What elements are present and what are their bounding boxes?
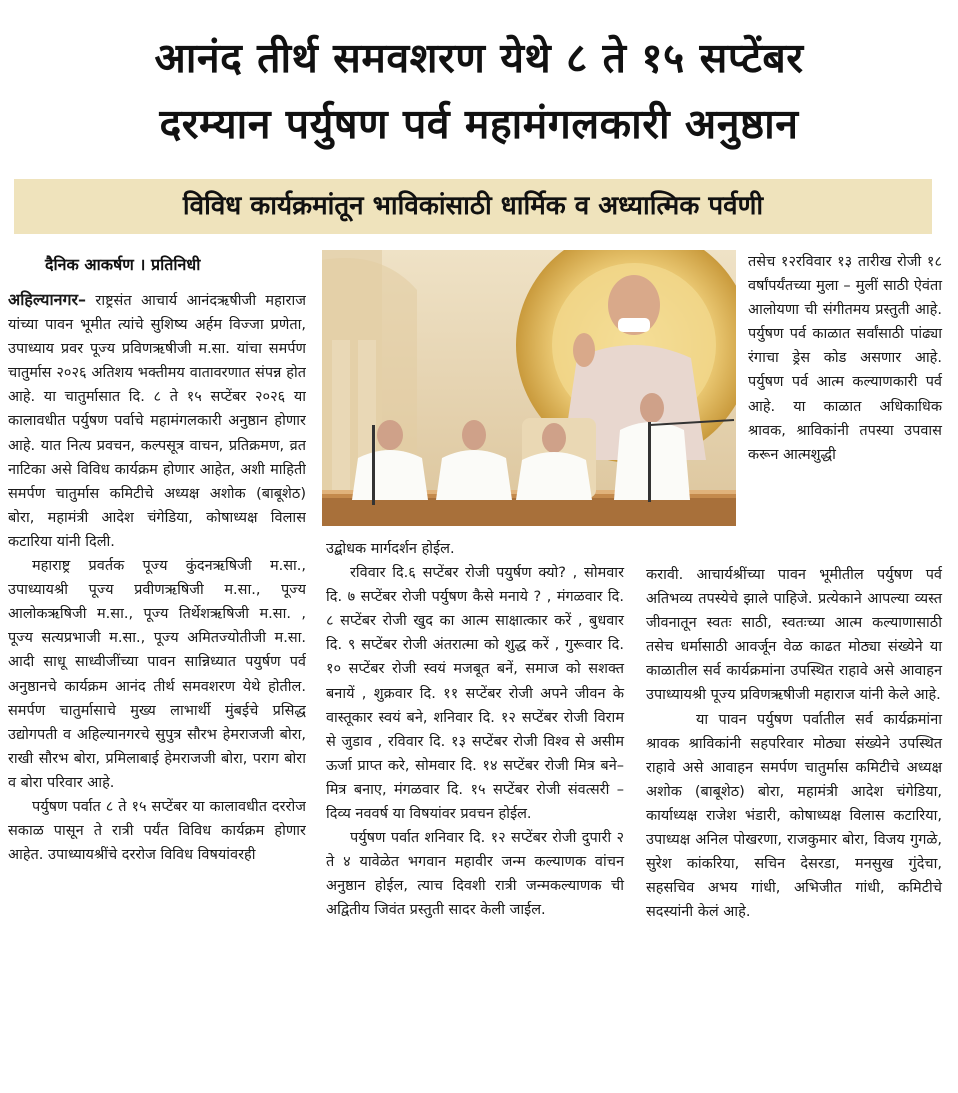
headline-line-2: दरम्यान पर्युषण पर्व महामंगलकारी अनुष्ठान bbox=[159, 100, 799, 148]
column1-paragraph-3: पर्युषण पर्वात ८ ते १५ सप्टेंबर या कालावधीत दररोज सकाळ पासून ते रात्री पर्यंत विविध कार्यक्रम होणार आहेत. उपाध्यायश्रींचे दररोज विविध विषयांवरही bbox=[8, 798, 306, 864]
column1-paragraph-1 bbox=[8, 288, 306, 554]
article-column-3-bottom bbox=[646, 563, 942, 924]
column1-paragraph-1-text: राष्ट्रसंत आचार्य आनंदऋषीजी महाराज यांच्या पावन भूमीत त्यांचे सुशिष्य अर्हम विज्जा प्रणेता, उपाध्याय प्रवर पूज्य प्रविणऋषीजी म.सा. यांचा समर्पण चातुर्मास २०२६ अतिशय भक्तीमय वातावरणात संपन्न होत आहे. या चातुर्मासात दि. ८ ते १५ सप्टेंबर २०२६ या कालावधीत पर्युषण पर्वाचे महामंगलकारी अनुष्ठान होणार आहे. यात नित्य प्रवचन, कल्पसूत्र वाचन, प्रतिक्रमण, व्रत नाटिका असे विविध कार्यक्रम होणार आहेत, अशी माहिती समर्पण चातुर्मास कमिटीचे अध्यक्ष अशोक (बाबूशेठ) बोरा, महामंत्री आदेश चंगेडिया, कोषाध्यक्ष विलास कटारिया यांनी दिली. bbox=[8, 293, 306, 550]
column3-paragraph-1: करावी. आचार्यश्रींच्या पावन भूमीतील पर्युषण पर्व अतिभव्य तपस्येचे झाले पाहिजे. प्रत्येकाने आपल्या व्यस्त जीवनातून स्वतः साठी, स्वतःच्या आत्म कल्याणासाठी तसेच धर्मासाठी आवर्जून वेळ काढत मोठ्या संख्येने या काळातील सर्व कार्यक्रमांना उपस्थित राहावे असे आवाहन उपाध्यायश्री पूज्य प्रविणऋषीजी महाराज यांनी केले आहे. bbox=[646, 567, 942, 704]
event-photo bbox=[322, 250, 736, 526]
column3-paragraph-2: या पावन पर्युषण पर्वातील सर्व कार्यक्रमांना श्रावक श्राविकांनी सहपरिवार मोठ्या संख्येने उपस्थित राहावे असे आवाहन समर्पण चातुर्मास कमिटीचे अध्यक्ष अशोक (बाबूशेठ) बोरा, महामंत्री आदेश चंगेडिया, कार्याध्यक्ष राजेश भंडारी, कोषाध्यक्ष विलास कटारिया, उपाध्यक्ष अनिल पोखरणा, राजकुमार बोरा, विजय गुगळे, सुरेश कांकरिया, सचिन देसरडा, मनसुख गुंदेचा, सहसचिव अभय गांधी, अभिजीत गांधी, कमिटीचे सदस्यांनी केलं आहे. bbox=[646, 711, 942, 921]
column2-paragraph-2: रविवार दि.६ सप्टेंबर रोजी पयुर्षण क्यो? , सोमवार दि. ७ सप्टेंबर रोजी पर्युषण कैसे मनाये ? , मंगळवार दि. ८ सप्टेंबर रोजी खुद का आत्म साक्षात्कार करें , बुधवार दि. ९ सप्टेंबर रोजी अंतरात्मा को शुद्ध करें , गुरूवार दि. १० सप्टेंबर रोजी स्वयं मजबूत बनें, समाज को सशक्त बनायें , शुक्रवार दि. ११ सप्टेंबर रोजी अपने जीवन के वास्तूकार स्वयं बने, शनिवार दि. १२ सप्टेंबर रोजी विराम से जुडाव , रविवार दि. १३ सप्टेंबर रोजी विश्व से असीम ऊर्जा प्राप्त करे, सोमवार दि. १४ सप्टेंबर रोजी मित्र बने– मित्र बनाए, मंगळवार दि. १५ सप्टेंबर रोजी संवत्सरी – दिव्य नववर्ष या विषयांवर प्रवचन होईल. bbox=[326, 565, 624, 823]
article-column-1 bbox=[8, 288, 306, 1090]
article-column-3-top bbox=[748, 250, 942, 467]
byline: दैनिक आकर्षण । प्रतिनिधी bbox=[45, 255, 201, 274]
column2-paragraph-3: पर्युषण पर्वात शनिवार दि. १२ सप्टेंबर रोजी दुपारी २ ते ४ यावेळेत भगवान महावीर जन्म कल्याणक वांचन अनुष्ठान होईल, त्याच दिवशी रात्री जन्मकल्याणक ची अद्वितीय जिवंत प्रस्तुती सादर केली जाईल. bbox=[326, 830, 624, 919]
headline-line-1: आनंद तीर्थ समवशरण येथे ८ ते १५ सप्टेंबर bbox=[154, 34, 804, 82]
subheadline: विविध कार्यक्रमांतून भाविकांसाठी धार्मिक व अध्यात्मिक पर्वणी bbox=[182, 191, 764, 221]
column3-top-text: तसेच १२रविवार १३ तारीख रोजी १८ वर्षांपर्यंतच्या मुला – मुलीं साठी ऐवंता आलोयणा ची संगीतमय प्रस्तुती आहे. पर्युषण पर्व काळात सर्वांसाठी पांढ्या रंगाचा ड्रेस कोड असणार आहे. पर्युषण पर्व आत्म कल्याणकारी पर्व आहे. या काळात अधिकाधिक श्रावक, श्राविकांनी तपस्या उपवास करून आत्मशुद्धी bbox=[748, 254, 942, 463]
article-column-2 bbox=[326, 537, 624, 923]
dateline: अहिल्यानगर– bbox=[8, 290, 87, 309]
column2-paragraph-1: उद्बोधक मार्गदर्शन होईल. bbox=[326, 541, 455, 557]
column1-paragraph-2: महाराष्ट्र प्रवर्तक पूज्य कुंदनऋषिजी म.सा., उपाध्यायश्री पूज्य प्रवीणऋषिजी म.सा., पूज्य आलोकऋषिजी म.सा., पूज्य तिर्थेशऋषिजी म.सा. , पूज्य सत्यप्रभाजी म.सा., पूज्य अमितज्योतीजी म.सा. आदी साधू साध्वीजींच्या पावन सान्निध्यात पयुर्षण पर्व अनुष्ठानचे कार्यक्रम आनंद तीर्थ समवशरण येथे होतील. समर्पण चातुर्मासाचे मुख्य लाभार्थी मुंबईचे प्रसिद्ध उद्योगपती व अहिल्यानगरचे सुपुत्र सौरभ हेमराजजी बोरा, राखी सौरभ बोरा, प्रमिलाबाई हेमराजजी बोरा, पराग बोरा व बोरा परिवार आहे. bbox=[8, 558, 306, 791]
